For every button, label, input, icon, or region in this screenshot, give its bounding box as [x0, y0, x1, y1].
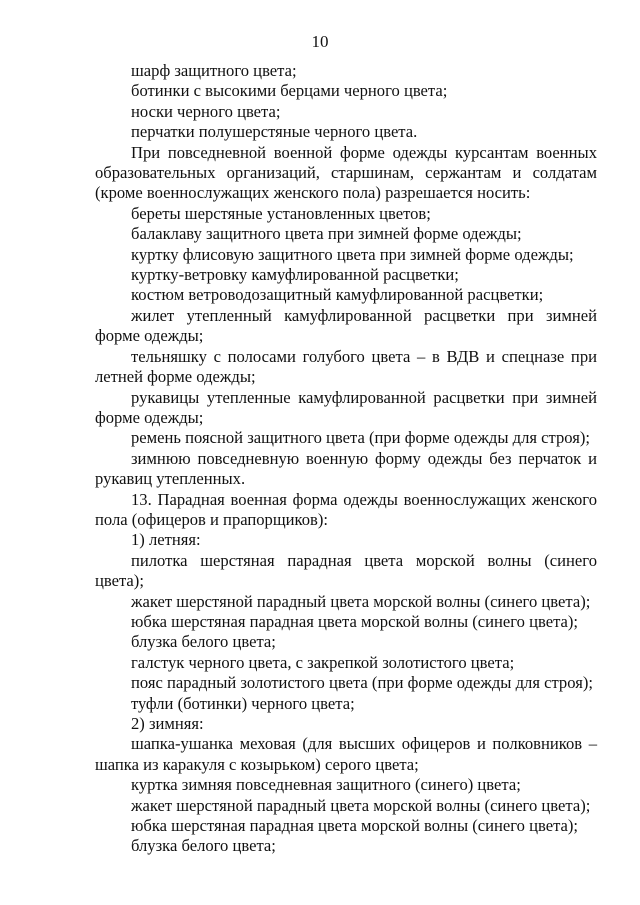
page-number: 10: [311, 32, 329, 51]
paragraph: перчатки полушерстяные черного цвета.: [131, 122, 418, 142]
paragraph: 13. Парадная военная форма одежды военнослужащих женского пола (офицеров и прапорщиков):: [95, 489, 597, 529]
paragraph: блузка белого цвета;: [131, 836, 276, 856]
paragraph: носки черного цвета;: [131, 101, 281, 121]
paragraph: пояс парадный золотистого цвета (при форме одежды для строя);: [131, 673, 593, 693]
paragraph: жакет шерстяной парадный цвета морской волны (синего цвета);: [131, 795, 591, 815]
paragraph: куртка зимняя повседневная защитного (синего) цвета;: [131, 775, 521, 795]
paragraph: костюм ветроводозащитный камуфлированной расцветки;: [131, 285, 544, 305]
paragraph: юбка шерстяная парадная цвета морской волны (синего цвета);: [131, 611, 579, 631]
paragraph: рукавицы утепленные камуфлированной расцветки при зимней форме одежды;: [95, 387, 597, 427]
paragraph: береты шерстяные установленных цветов;: [131, 203, 431, 223]
paragraph: пилотка шерстяная парадная цвета морской волны (синего цвета);: [95, 550, 597, 591]
paragraph: куртку-ветровку камуфлированной расцветки;: [131, 265, 459, 285]
paragraph: жилет утепленный камуфлированной расцветки при зимней форме одежды;: [95, 305, 597, 346]
paragraph: туфли (ботинки) черного цвета;: [131, 693, 355, 713]
paragraph: галстук черного цвета, с закрепкой золотистого цвета;: [131, 652, 515, 672]
paragraph: шапка-ушанка меховая (для высших офицеров и полковников – шапка из каракуля с козырьком) серого цвета;: [95, 734, 597, 774]
paragraph: куртку флисовую защитного цвета при зимней форме одежды;: [131, 244, 574, 264]
paragraph: 2) зимняя:: [131, 714, 204, 733]
paragraph: жакет шерстяной парадный цвета морской волны (синего цвета);: [131, 591, 591, 611]
paragraph: При повседневной военной форме одежды курсантам военных образовательных организаций, старшинам, сержантам и солдатам (кроме военнослужащих женского пола) разрешается носить:: [95, 142, 597, 203]
paragraph: балаклаву защитного цвета при зимней форме одежды;: [131, 224, 522, 244]
paragraph: ремень поясной защитного цвета (при форме одежды для строя);: [131, 428, 591, 448]
paragraph: шарф защитного цвета;: [131, 61, 297, 80]
paragraph: юбка шерстяная парадная цвета морской волны (синего цвета);: [131, 816, 579, 836]
document-body: [95, 61, 597, 857]
paragraph: зимнюю повседневную военную форму одежды без перчаток и рукавиц утепленных.: [95, 448, 597, 489]
paragraph: 1) летняя:: [131, 530, 201, 550]
paragraph: тельняшку с полосами голубого цвета – в ВДВ и спецназе при летней форме одежды;: [95, 346, 597, 387]
paragraph: ботинки с высокими берцами черного цвета;: [131, 81, 448, 101]
paragraph: блузка белого цвета;: [131, 632, 276, 652]
